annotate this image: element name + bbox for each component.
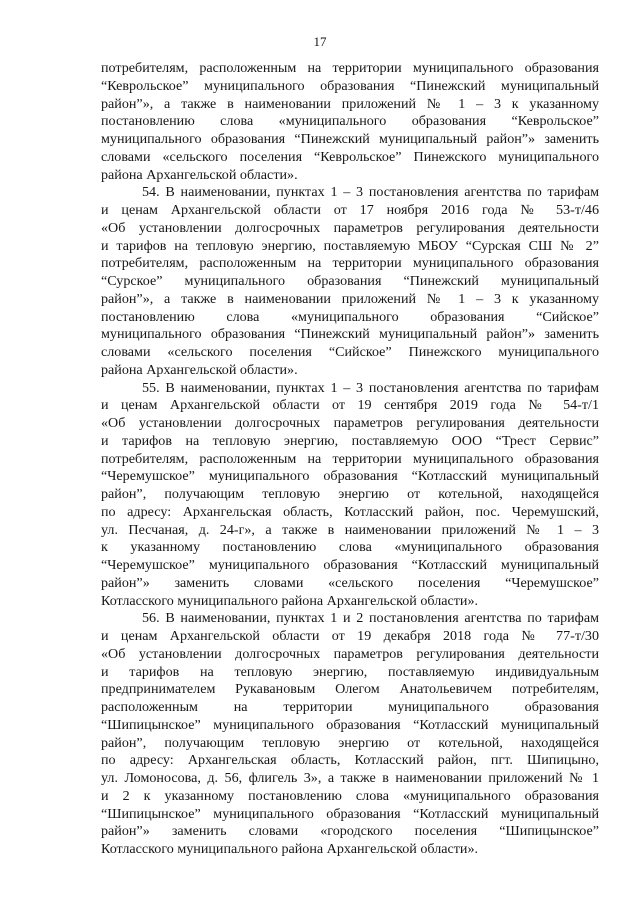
text-line: Котласского муниципального района Архангельской области». [101, 592, 479, 609]
page-number: 17 [313, 34, 327, 49]
text-line: “Шипицынское” муниципального образования “Котласский муниципальный [101, 805, 599, 822]
text-line: “Кеврольское” муниципального образования “Пинежский муниципальный [101, 77, 599, 94]
text-line: и тарифов на тепловую энергию, поставляемую МБОУ “Сурская СШ № 2” [101, 237, 599, 254]
text-line: муниципального образования “Пинежский муниципальный район”» заменить [101, 326, 599, 343]
text-line: район”, получающим тепловую энергию от котельной, находящейся [101, 734, 599, 751]
text-line: 55. В наименовании, пунктах 1 – 3 постановления агентства по тарифам [142, 379, 599, 396]
text-line: “Черемушское” муниципального образования “Котласский муниципальный [101, 468, 599, 485]
text-line: “Черемушское” муниципального образования “Котласский муниципальный [101, 557, 599, 573]
text-line: к указанному постановлению слова «муниципального образования [101, 539, 599, 556]
text-line: района Архангельской области». [101, 166, 298, 183]
text-line: и ценам Архангельской области от 19 сентября 2019 года № 54-т/1 [101, 397, 599, 414]
text-line: 56. В наименовании, пунктах 1 и 2 постановления агентства по тарифам [142, 610, 599, 627]
text-line: по адресу: Архангельская область, Котласский район, пгт. Шипицыно, [101, 752, 599, 769]
text-line: района Архангельской области». [101, 361, 298, 378]
paragraph-56 [101, 610, 599, 859]
text-line: потребителям, расположенным на территории муниципального образования [101, 255, 599, 272]
text-line: «Об установлении долгосрочных параметров регулирования деятельности [101, 645, 599, 662]
text-line: район”» заменить словами «городского поселения “Шипицынское” [101, 823, 599, 840]
text-line: и ценам Архангельской области от 19 декабря 2018 года № 77-т/30 [101, 628, 599, 644]
text-line: и 2 к указанному постановлению слова «муниципального образования [101, 787, 599, 804]
paragraph-continuation [101, 60, 599, 184]
text-line: и ценам Архангельской области от 17 ноября 2016 года № 53-т/46 [101, 202, 599, 218]
text-line: потребителям, расположенным на территории муниципального образования [101, 450, 599, 467]
text-line: “Шипицынское” муниципального образования “Котласский муниципальный [101, 716, 599, 733]
text-line: потребителям, расположенным на территории муниципального образования [101, 60, 599, 76]
text-line: предпринимателем Рукавановым Олегом Анатольевичем потребителям, [101, 681, 599, 698]
text-line: постановлению слова «муниципального образования “Сийское” [101, 308, 599, 325]
text-line: “Сурское” муниципального образования “Пинежский муниципальный [101, 273, 599, 289]
text-line: и тарифов на тепловую энергию, поставляемую ООО “Трест Сервис” [101, 432, 599, 449]
text-line: Котласского муниципального района Архангельской области». [101, 841, 479, 857]
text-line: «Об установлении долгосрочных параметров регулирования деятельности [101, 415, 599, 431]
text-line: и тарифов на тепловую энергию, поставляемую индивидуальным [101, 663, 599, 680]
text-line: словами «сельского поселения “Сийское” Пинежского муниципального [101, 344, 599, 360]
paragraph-55 [101, 380, 599, 611]
document-text [101, 60, 599, 859]
text-line: район”, получающим тепловую энергию от котельной, находящейся [101, 486, 599, 502]
text-line: по адресу: Архангельская область, Котласский район, пос. Черемушский, [101, 503, 599, 520]
text-line: муниципального образования “Пинежский муниципальный район”» заменить [101, 131, 599, 147]
text-line: район”» заменить словами «сельского поселения “Черемушское” [101, 574, 599, 591]
text-line: район”», а также в наименовании приложений № 1 – 3 к указанному [101, 95, 599, 112]
text-line: «Об установлении долгосрочных параметров регулирования деятельности [101, 219, 599, 236]
text-line: постановлению слова «муниципального образования “Кеврольское” [101, 113, 599, 130]
text-line: ул. Ломоносова, д. 56, флигель 3», а также в наименовании приложений № 1 [101, 770, 599, 786]
text-line: расположенным на территории муниципального образования [101, 699, 599, 715]
paragraph-54 [101, 184, 599, 379]
text-line: 54. В наименовании, пунктах 1 – 3 постановления агентства по тарифам [142, 184, 599, 201]
text-line: район”», а также в наименовании приложений № 1 – 3 к указанному [101, 290, 599, 307]
text-line: словами «сельского поселения “Кеврольское” Пинежского муниципального [101, 148, 599, 165]
text-line: ул. Песчаная, д. 24-г», а также в наименовании приложений № 1 – 3 [101, 521, 599, 538]
